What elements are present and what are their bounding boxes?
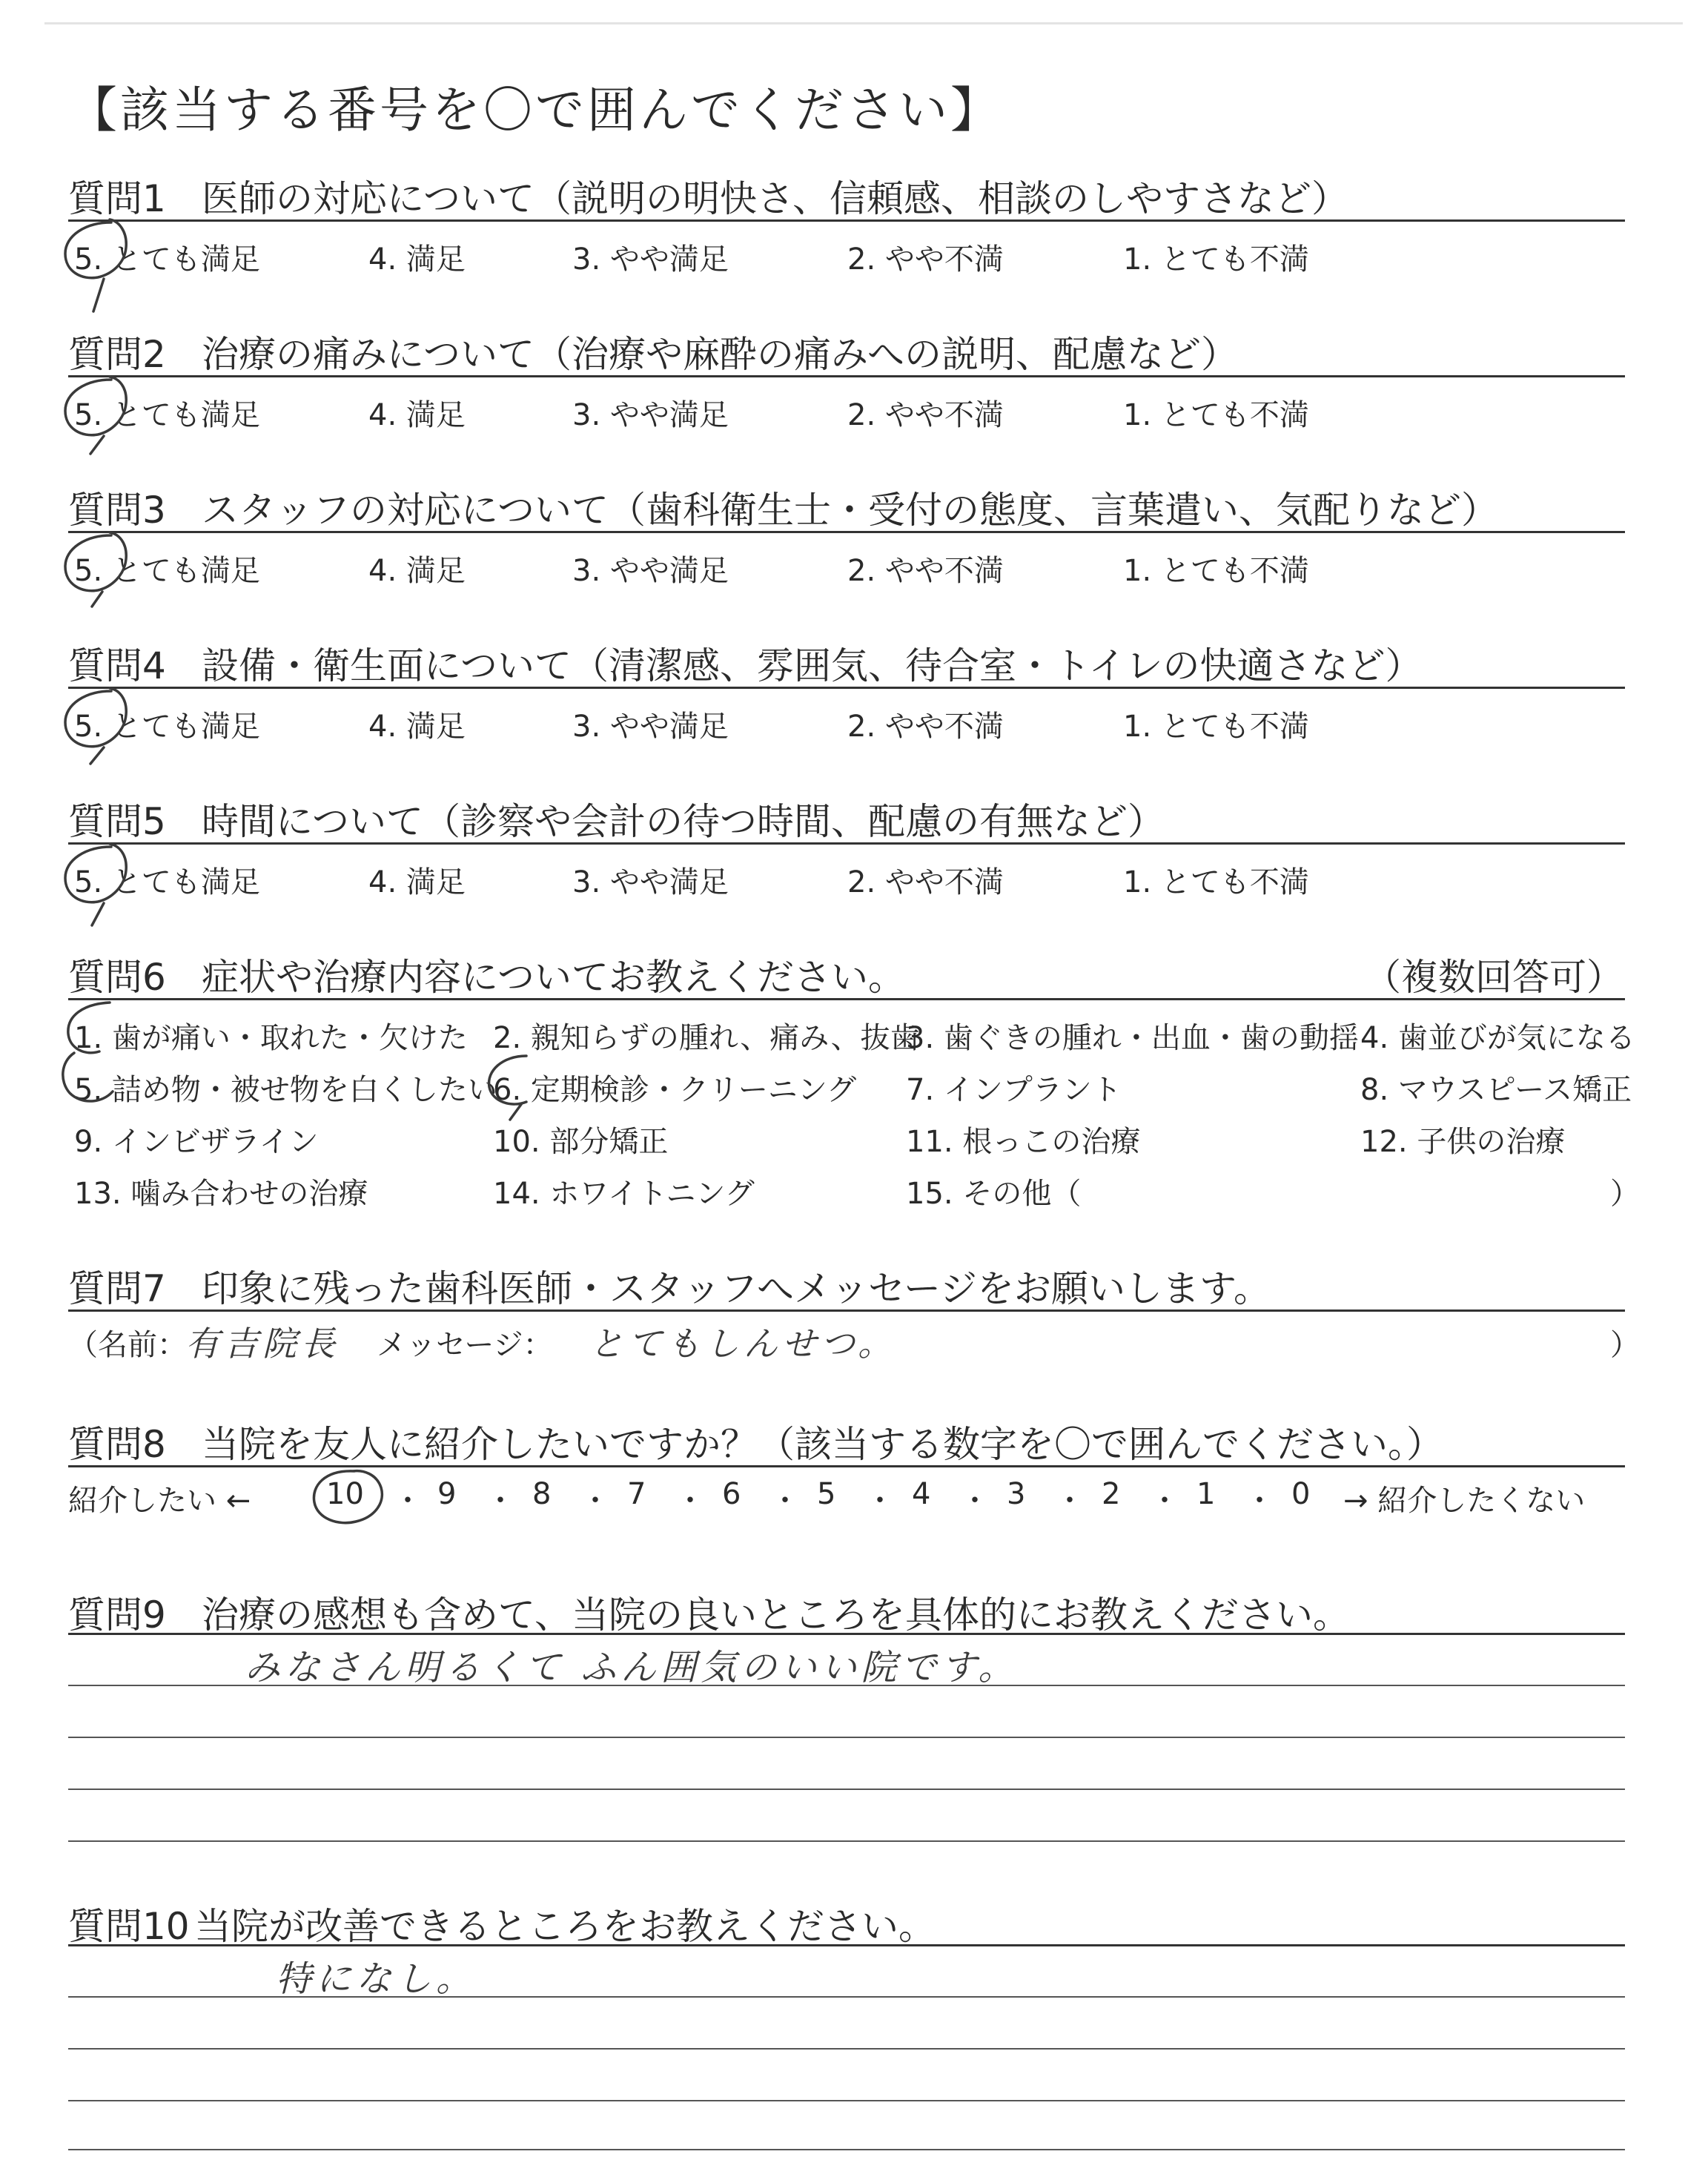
symptom-option-15[interactable]: 15. その他（ (906, 1177, 1082, 1211)
question-rule (68, 219, 1625, 222)
symptom-option-4[interactable]: 4. 歯並びが気になる (1360, 1021, 1635, 1055)
rating-option-2[interactable]: 2. やや不満 (847, 710, 1004, 744)
other-close-paren: ） (1610, 1177, 1640, 1211)
question-rule (68, 1465, 1625, 1467)
rating-option-5[interactable]: 5. とても満足 (74, 865, 260, 899)
rating-option-5[interactable]: 5. とても満足 (74, 242, 260, 277)
symptom-option-10[interactable]: 10. 部分矯正 (493, 1125, 669, 1159)
page-title: 【該当する番号を〇で囲んでください】 (68, 82, 1002, 139)
symptom-option-5[interactable]: 5. 詰め物・被せ物を白くしたい (74, 1073, 497, 1107)
question-number: 質問9 (68, 1593, 166, 1636)
score-2[interactable]: 2 (1102, 1477, 1121, 1511)
rating-option-3[interactable]: 3. やや満足 (572, 710, 729, 744)
symptom-option-6[interactable]: 6. 定期検診・クリーニング (493, 1073, 857, 1107)
recommend-left-label: 紹介したい ← (68, 1484, 251, 1518)
top-border (44, 22, 1683, 24)
score-separator: ・ (770, 1484, 800, 1518)
question-text: スタッフの対応について（歯科衛生士・受付の態度、言葉遣い、気配りなど） (202, 489, 1498, 532)
question-text: 治療の感想も含めて、当院の良いところを具体的にお教えください。 (202, 1593, 1350, 1636)
score-7[interactable]: 7 (627, 1477, 646, 1511)
rating-option-2[interactable]: 2. やや不満 (847, 398, 1004, 432)
score-separator: ・ (1245, 1484, 1274, 1518)
symptom-option-3[interactable]: 3. 歯ぐきの腫れ・出血・歯の動揺 (906, 1021, 1359, 1055)
question-number: 質問8 (68, 1423, 166, 1466)
rating-option-5[interactable]: 5. とても満足 (74, 398, 260, 432)
message-label: メッセージ： (377, 1328, 553, 1362)
question-rule (68, 531, 1625, 533)
score-separator: ・ (675, 1484, 705, 1518)
question-rule (68, 375, 1625, 377)
score-separator: ・ (580, 1484, 610, 1518)
answer-line (68, 1789, 1625, 1790)
rating-option-2[interactable]: 2. やや不満 (847, 554, 1004, 588)
answer-line (68, 2048, 1625, 2050)
question-text: 時間について（診察や会計の待つ時間、配慮の有無など） (202, 800, 1165, 843)
score-1[interactable]: 1 (1196, 1477, 1216, 1511)
answer-line (68, 1737, 1625, 1738)
score-separator: ・ (1055, 1484, 1085, 1518)
rating-option-4[interactable]: 4. 満足 (368, 865, 466, 899)
question-number: 質問2 (68, 333, 166, 376)
rating-option-3[interactable]: 3. やや満足 (572, 398, 729, 432)
question-number: 質問10 (68, 1905, 190, 1948)
score-10[interactable]: 10 (326, 1477, 364, 1511)
score-6[interactable]: 6 (722, 1477, 741, 1511)
message-close-paren: ） (1610, 1328, 1640, 1362)
question-text: 医師の対応について（説明の明快さ、信頼感、相談のしやすさなど） (202, 177, 1348, 220)
question-rule (68, 998, 1625, 1000)
question-rule (68, 687, 1625, 689)
score-0[interactable]: 0 (1291, 1477, 1311, 1511)
question-text: 治療の痛みについて（治療や麻酔の痛みへの説明、配慮など） (202, 333, 1238, 376)
answer-line (68, 1840, 1625, 1842)
staff-name-answer[interactable]: 有吉院長 (185, 1324, 340, 1364)
question-text: 印象に残った歯科医師・スタッフへメッセージをお願いします。 (202, 1267, 1271, 1310)
score-5[interactable]: 5 (817, 1477, 836, 1511)
name-label: （名前： (68, 1328, 187, 1362)
score-separator: ・ (960, 1484, 990, 1518)
rating-option-1[interactable]: 1. とても不満 (1123, 710, 1309, 744)
question-number: 質問1 (68, 177, 166, 220)
rating-option-4[interactable]: 4. 満足 (368, 398, 466, 432)
answer-line (68, 2149, 1625, 2150)
rating-option-1[interactable]: 1. とても不満 (1123, 398, 1309, 432)
symptom-option-8[interactable]: 8. マウスピース矯正 (1360, 1073, 1632, 1107)
rating-option-1[interactable]: 1. とても不満 (1123, 554, 1309, 588)
question-text: 設備・衛生面について（清潔感、雰囲気、待合室・トイレの快適さなど） (202, 644, 1423, 687)
rating-option-3[interactable]: 3. やや満足 (572, 865, 729, 899)
question-number: 質問7 (68, 1267, 166, 1310)
rating-option-3[interactable]: 3. やや満足 (572, 554, 729, 588)
rating-option-4[interactable]: 4. 満足 (368, 242, 466, 277)
symptom-option-12[interactable]: 12. 子供の治療 (1360, 1125, 1566, 1159)
rating-option-1[interactable]: 1. とても不満 (1123, 242, 1309, 277)
question-number: 質問5 (68, 800, 166, 843)
score-separator: ・ (486, 1484, 515, 1518)
symptom-option-7[interactable]: 7. インプラント (906, 1073, 1122, 1107)
score-9[interactable]: 9 (437, 1477, 457, 1511)
score-separator: ・ (393, 1484, 423, 1518)
multiple-answers-note: （複数回答可） (1364, 956, 1623, 999)
question-rule (68, 1944, 1625, 1946)
question-number: 質問4 (68, 644, 166, 687)
answer-line (68, 1685, 1625, 1686)
rating-option-1[interactable]: 1. とても不満 (1123, 865, 1309, 899)
score-separator: ・ (865, 1484, 895, 1518)
question-text: 当院を友人に紹介したいですか？（該当する数字を〇で囲んでください。） (202, 1423, 1443, 1466)
score-3[interactable]: 3 (1007, 1477, 1026, 1511)
answer-line (68, 1996, 1625, 1998)
rating-option-2[interactable]: 2. やや不満 (847, 865, 1004, 899)
improvement-answer[interactable]: 特になし。 (276, 1958, 477, 2000)
good-points-answer[interactable]: みなさん明るくて ふん囲気のいい院です。 (245, 1647, 1019, 1688)
rating-option-4[interactable]: 4. 満足 (368, 710, 466, 744)
rating-option-3[interactable]: 3. やや満足 (572, 242, 729, 277)
answer-line (68, 2100, 1625, 2101)
question-rule (68, 1633, 1625, 1635)
rating-option-2[interactable]: 2. やや不満 (847, 242, 1004, 277)
symptom-option-2[interactable]: 2. 親知らずの腫れ、痛み、抜歯 (493, 1021, 920, 1055)
question-text: 症状や治療内容についてお教えください。 (202, 956, 905, 999)
score-separator: ・ (1150, 1484, 1179, 1518)
question-number: 質問6 (68, 956, 166, 999)
score-8[interactable]: 8 (532, 1477, 552, 1511)
rating-option-5[interactable]: 5. とても満足 (74, 554, 260, 588)
symptom-option-14[interactable]: 14. ホワイトニング (493, 1177, 755, 1211)
rating-option-5[interactable]: 5. とても満足 (74, 710, 260, 744)
question-number: 質問3 (68, 489, 166, 532)
symptom-option-11[interactable]: 11. 根っこの治療 (906, 1125, 1141, 1159)
symptom-option-1[interactable]: 1. 歯が痛い・取れた・欠けた (74, 1021, 468, 1055)
message-answer[interactable]: とてもしんせつ。 (589, 1324, 897, 1364)
question-text: 当院が改善できるところをお教えください。 (194, 1905, 936, 1948)
question-rule (68, 842, 1625, 845)
score-4[interactable]: 4 (912, 1477, 931, 1511)
recommend-right-label: → 紹介したくない (1343, 1484, 1586, 1518)
rating-option-4[interactable]: 4. 満足 (368, 554, 466, 588)
symptom-option-13[interactable]: 13. 噛み合わせの治療 (74, 1177, 368, 1211)
question-rule (68, 1309, 1625, 1312)
symptom-option-9[interactable]: 9. インビザライン (74, 1125, 319, 1159)
